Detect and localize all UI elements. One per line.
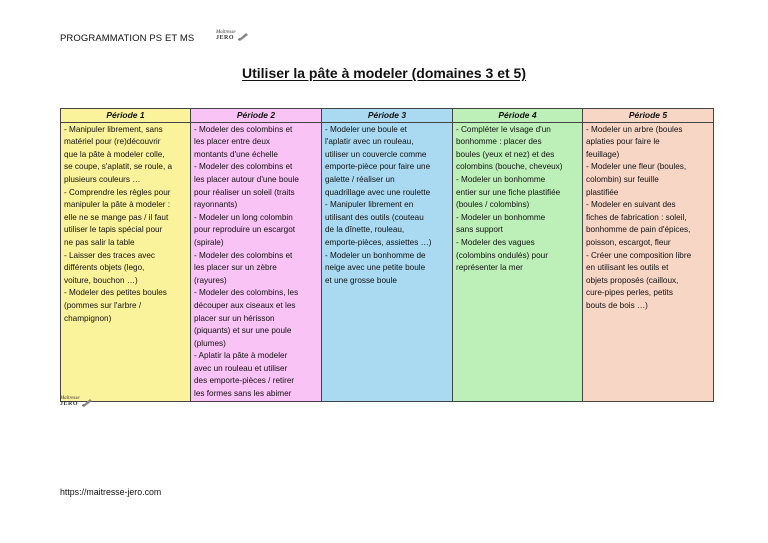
cell-line: colombin) sur feuille	[586, 174, 659, 184]
programme-table	[60, 108, 714, 402]
cell-line: - Modeler un arbre (boules	[586, 124, 683, 134]
cell-line: et une grosse boule	[325, 275, 397, 285]
cell-line: boules (yeux et nez) et des	[456, 149, 555, 159]
brand-logo-footer	[60, 396, 93, 407]
cell-line: des emporte-pièces / retirer	[194, 376, 295, 386]
cell-line: utilisant des outils (couteau	[325, 212, 424, 222]
period-cell	[453, 122, 583, 401]
cell-line: - Modeler un bonhomme de	[325, 250, 426, 260]
cell-line: (rayures)	[194, 275, 227, 285]
cell-line: - Modeler des colombins et	[194, 250, 293, 260]
cell-line: se coupe, s'aplatit, se roule, a	[64, 162, 173, 172]
cell-line: de la dînette, rouleau,	[325, 225, 405, 235]
cell-line: - Modeler un long colombin	[194, 212, 293, 222]
cell-line: plastifiée	[586, 187, 619, 197]
cell-line: entier sur une fiche plastifiée	[456, 187, 561, 197]
cell-line: - Modeler des colombins et	[194, 162, 293, 172]
cell-line: placer sur un hérisson	[194, 313, 275, 323]
cell-line: les placer entre deux	[194, 137, 271, 147]
cell-line: les placer sur un zèbre	[194, 263, 277, 273]
cell-line: elle ne se mange pas / il faut	[64, 212, 169, 222]
period-cell	[61, 122, 191, 401]
cell-line: matériel pour (re)découvrir	[64, 137, 161, 147]
cell-line: emporte-pièce pour faire une	[325, 162, 431, 172]
cell-line: - Modeler des petites boules	[64, 288, 167, 298]
period-header: Période 4	[453, 109, 583, 123]
cell-line: les formes sans les abimer	[194, 389, 292, 399]
cell-line: pour réaliser un soleil (traits	[194, 187, 295, 197]
cell-line: - Créer une composition libre	[586, 250, 692, 260]
cell-line: - Modeler un bonhomme	[456, 174, 546, 184]
cell-line: - Modeler un bonhomme	[456, 212, 546, 222]
cell-line: pour reproduire un escargot	[194, 225, 296, 235]
cell-line: ne pas salir la table	[64, 237, 135, 247]
cell-line: - Modeler une fleur (boules,	[586, 162, 687, 172]
cell-line: - Laisser des traces avec	[64, 250, 156, 260]
cell-line: différents objets (lego,	[64, 263, 145, 273]
cell-line: représenter la mer	[456, 263, 523, 273]
cell-line: - Modeler des vagues	[456, 237, 535, 247]
cell-line: manipuler la pâte à modeler :	[64, 200, 171, 210]
cell-line: - Modeler en suivant des	[586, 200, 676, 210]
cell-line: en utilisant les outils et	[586, 263, 669, 273]
pencil-icon	[81, 397, 93, 407]
period-cell	[583, 122, 714, 401]
cell-line: - Manipuler librement en	[325, 200, 414, 210]
cell-line: bonhomme : placer des	[456, 137, 542, 147]
cell-line: - Manipuler librement, sans	[64, 124, 163, 134]
cell-line: - Aplatir la pâte à modeler	[194, 351, 288, 361]
cell-line: (pommes sur l'arbre /	[64, 300, 142, 310]
cell-line: - Modeler des colombins et	[194, 124, 293, 134]
period-cell	[191, 122, 322, 401]
cell-line: sans support	[456, 225, 503, 235]
period-cell	[322, 122, 453, 401]
cell-line: feuillage)	[586, 149, 620, 159]
logo-name-text: JERO	[216, 35, 235, 41]
cell-line: bonhomme de pain d'épices,	[586, 225, 691, 235]
cell-line: (spirale)	[194, 237, 224, 247]
cell-line: galette / réaliser un	[325, 174, 395, 184]
cell-line: utiliser un couvercle comme	[325, 149, 427, 159]
cell-line: (boules / colombins)	[456, 200, 530, 210]
cell-line: l'aplatir avec un rouleau,	[325, 137, 414, 147]
brand-logo	[216, 30, 249, 41]
cell-line: quadrillage avec une roulette	[325, 187, 431, 197]
cell-line: utiliser le tapis spécial pour	[64, 225, 163, 235]
header-title: PROGRAMMATION PS ET MS	[60, 33, 195, 44]
cell-line: poisson, escargot, fleur	[586, 237, 671, 247]
table-header-row	[61, 109, 714, 123]
logo-script-text: Maîtresse	[60, 396, 80, 401]
cell-line: colombins (bouche, cheveux)	[456, 162, 563, 172]
pencil-icon	[237, 31, 249, 41]
cell-line: avec un rouleau et utiliser	[194, 363, 288, 373]
cell-line: - Comprendre les règles pour	[64, 187, 171, 197]
footer-url: https://maitresse-jero.com	[60, 487, 162, 497]
cell-line: - Compléter le visage d'un	[456, 124, 551, 134]
cell-line: cure-pipes perles, petits	[586, 288, 673, 298]
cell-line: (piquants) et sur une poule	[194, 326, 292, 336]
cell-line: fiches de fabrication : soleil,	[586, 212, 687, 222]
period-header: Période 1	[61, 109, 191, 123]
cell-line: découper aux ciseaux et les	[194, 300, 296, 310]
logo-script-text: Maîtresse	[216, 30, 236, 35]
cell-line: (colombins ondulés) pour	[456, 250, 548, 260]
cell-line: (plumes)	[194, 338, 226, 348]
page-title: Utiliser la pâte à modeler (domaines 3 et 5)	[242, 65, 526, 81]
cell-line: aplaties pour faire le	[586, 137, 660, 147]
cell-line: que la pâte à modeler colle,	[64, 149, 165, 159]
table-row	[61, 122, 714, 401]
cell-line: bouts de bois …)	[586, 300, 648, 310]
period-header: Période 5	[583, 109, 714, 123]
period-header: Période 3	[322, 109, 453, 123]
cell-line: - Modeler des colombins, les	[194, 288, 299, 298]
cell-line: emporte-pièces, assiettes …)	[325, 237, 432, 247]
period-header: Période 2	[191, 109, 322, 123]
cell-line: objets proposés (cailloux,	[586, 275, 679, 285]
cell-line: plusieurs couleurs …	[64, 174, 141, 184]
cell-line: les placer autour d'une boule	[194, 174, 299, 184]
cell-line: - Modeler une boule et	[325, 124, 407, 134]
cell-line: voiture, bouchon …)	[64, 275, 138, 285]
cell-line: champignon)	[64, 313, 112, 323]
logo-name-text: JERO	[60, 401, 79, 407]
cell-line: rayonnants)	[194, 200, 238, 210]
cell-line: neige avec une petite boule	[325, 263, 426, 273]
cell-line: montants d'une échelle	[194, 149, 278, 159]
